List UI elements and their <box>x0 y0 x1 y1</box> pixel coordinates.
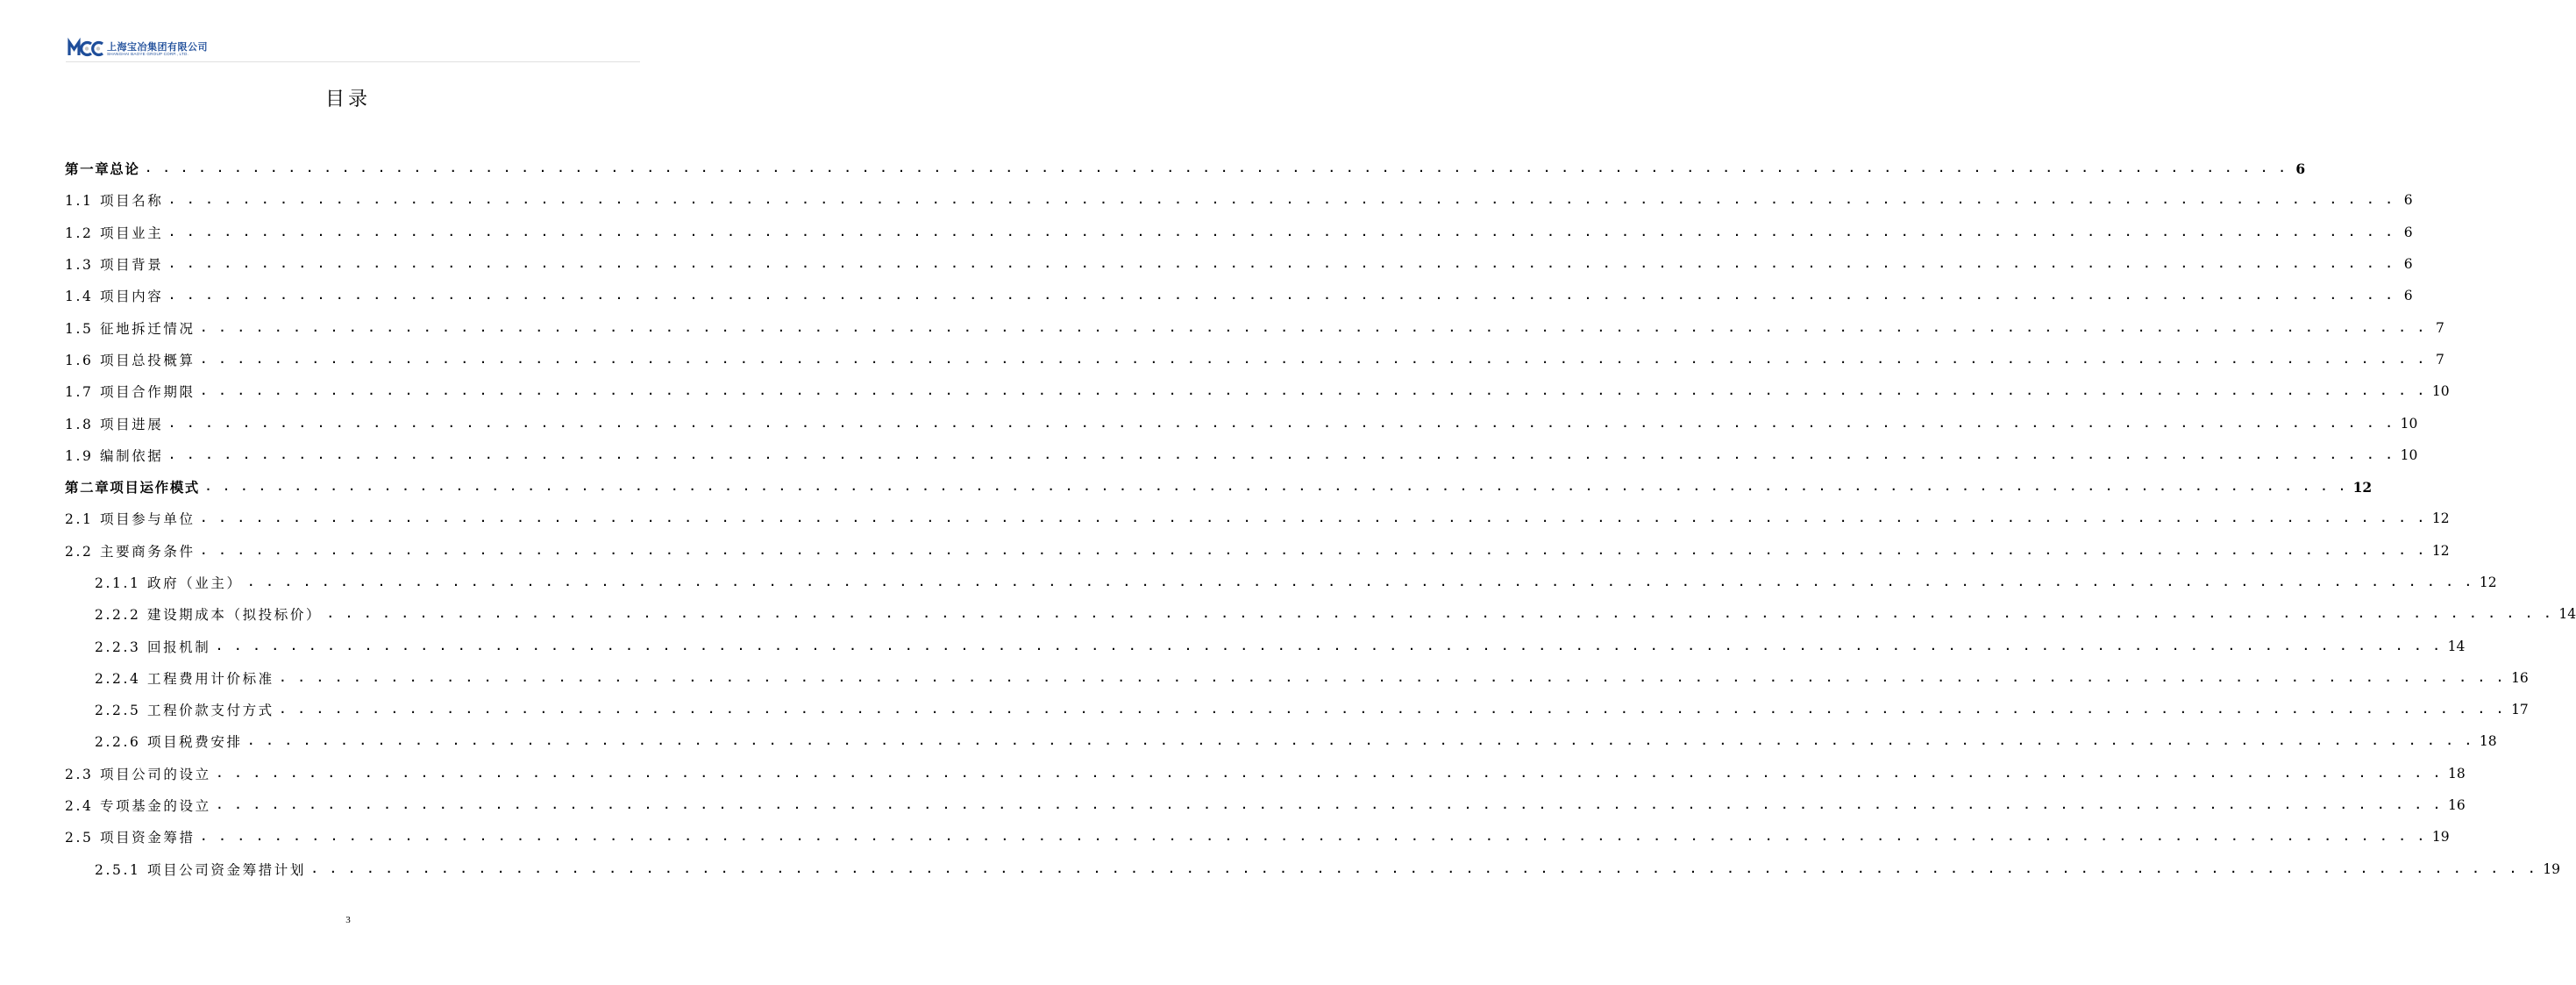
toc-entry-page: 18 <box>2479 733 2497 750</box>
toc-dot-leader: . . . . . . . . . . . . . . . . . . . . . . . . . . . . . . . . . . . . . . . . . . . . . . . . . . . . . . . . . . . . . . . . . . . . . . . . . . . . . . . . . . . . . . . . . . . . . . . . . . . . . . . . . . . . . . . . . . . . . . . . <box>200 321 2427 334</box>
toc-entry-label: 2.4 专项基金的设立 <box>65 798 211 815</box>
toc-entry-label: 1.3 项目背景 <box>65 257 164 274</box>
toc-entry[interactable] <box>65 567 2497 598</box>
toc-entry[interactable] <box>65 344 2444 375</box>
toc-entry-label: 1.5 征地拆迁情况 <box>65 320 196 337</box>
toc-dot-leader: . . . . . . . . . . . . . . . . . . . . . . . . . . . . . . . . . . . . . . . . . . . . . . . . . . . . . . . . . . . . . . . . . . . . . . . . . . . . . . . . . . . . . . . . . . . . . . . . . . . . . . . . . . . . . . . . . . . . . . . . <box>200 385 2427 398</box>
toc-dot-leader: . . . . . . . . . . . . . . . . . . . . . . . . . . . . . . . . . . . . . . . . . . . . . . . . . . . . . . . . . . . . . . . . . . . . . . . . . . . . . . . . . . . . . . . . . . . . . . . . . . . . . . . . . . . . . . . . . . . . . . . . <box>168 225 2395 239</box>
toc-entry-page: 17 <box>2511 702 2529 718</box>
toc-entry-label: 2.5 项目资金筹措 <box>65 830 196 846</box>
toc-dot-leader: . . . . . . . . . . . . . . . . . . . . . . . . . . . . . . . . . . . . . . . . . . . . . . . . . . . . . . . . . . . . . . . . . . . . . . . . . . . . . . . . . . . . . . . . . . . . . . . . . . . . . . . . . . . . . . . . . . . . . . . . <box>168 417 2395 430</box>
toc-entry-page: 6 <box>2403 192 2413 209</box>
toc-entry-label: 1.6 项目总投概算 <box>65 352 196 368</box>
page-header <box>66 35 640 63</box>
toc-entry-page: 7 <box>2435 319 2444 336</box>
toc-dot-leader: . . . . . . . . . . . . . . . . . . . . . . . . . . . . . . . . . . . . . . . . . . . . . . . . . . . . . . . . . . . . . . . . . . . . . . . . . . . . . . . . . . . . . . . . . . . . . . . . . . . . . . . . . . . . . . . . . . . . . . . . <box>168 289 2395 303</box>
toc-entry[interactable] <box>65 280 2413 311</box>
toc-entry[interactable] <box>65 375 2450 407</box>
toc-dot-leader: . . . . . . . . . . . . . . . . . . . . . . . . . . . . . . . . . . . . . . . . . . . . . . . . . . . . . . . . . . . . . . . . . . . . . . . . . . . . . . . . . . . . . . . . . . . . . . . . . . . . . . . . . . . . . . . . . . . . . . . . <box>216 767 2443 780</box>
toc-entry-label: 2.2.6 项目税费安排 <box>95 734 243 751</box>
toc-entry[interactable] <box>65 789 2466 821</box>
toc-entry-label: 2.1 项目参与单位 <box>65 511 196 528</box>
toc-entry-page: 10 <box>2400 446 2418 463</box>
toc-entry-label: 第一章总论 <box>65 161 140 178</box>
toc-dot-leader: . . . . . . . . . . . . . . . . . . . . . . . . . . . . . . . . . . . . . . . . . . . . . . . . . . . . . . . . . . . . . . . . . . . . . . . . . . . . . . . . . . . . . . . . . . . . . . . . . . . . . . . . . . . . . . . . . . . . . . . . <box>216 799 2443 812</box>
toc-entry-label: 第二章项目运作模式 <box>65 479 200 496</box>
toc-entry[interactable] <box>65 471 2373 503</box>
toc-entry[interactable] <box>65 439 2418 471</box>
toc-entry[interactable] <box>65 853 2560 885</box>
toc-dot-leader: . . . . . . . . . . . . . . . . . . . . . . . . . . . . . . . . . . . . . . . . . . . . . . . . . . . . . . . . . . . . . . . . . . . . . . . . . . . . . . . . . . . . . . . . . . . . . . . . . . . . . . . . . . . . . . . . . . . . . . . . <box>310 862 2538 875</box>
toc-dot-leader: . . . . . . . . . . . . . . . . . . . . . . . . . . . . . . . . . . . . . . . . . . . . . . . . . . . . . . . . . . . . . . . . . . . . . . . . . . . . . . . . . . . . . . . . . . . . . . . . . . . . . . . . . . . . . . . . . . . . . . . . <box>327 608 2554 621</box>
toc-entry-page: 6 <box>2295 160 2306 177</box>
toc-entry-page: 14 <box>2447 638 2466 654</box>
toc-dot-leader: . . . . . . . . . . . . . . . . . . . . . . . . . . . . . . . . . . . . . . . . . . . . . . . . . . . . . . . . . . . . . . . . . . . . . . . . . . . . . . . . . . . . . . . . . . . . . . . . . . . . . . . . . . . . . . . . . . . . . . . . <box>200 831 2427 844</box>
toc-dot-leader: . . . . . . . . . . . . . . . . . . . . . . . . . . . . . . . . . . . . . . . . . . . . . . . . . . . . . . . . . . . . . . . . . . . . . . . . . . . . . . . . . . . . . . . . . . . . . . . . . . . . . . . . . . . . . . . . . . . . . . . . <box>279 703 2507 717</box>
toc-dot-leader: . . . . . . . . . . . . . . . . . . . . . . . . . . . . . . . . . . . . . . . . . . . . . . . . . . . . . . . . . . . . . . . . . . . . . . . . . . . . . . . . . . . . . . . . . . . . . . . . . . . . . . . . . . . . . . . . . . . . . . . . <box>145 162 2288 175</box>
toc-entry[interactable] <box>65 694 2529 725</box>
toc-entry-page: 12 <box>2352 478 2373 496</box>
company-name-en: SHANGHAI BAOYE GROUP CORP., LTD. <box>107 52 189 56</box>
toc-entry-page: 16 <box>2511 669 2529 686</box>
toc-entry-page: 19 <box>2543 860 2560 877</box>
toc-entry-label: 1.2 项目业主 <box>65 225 164 241</box>
toc-entry-page: 10 <box>2400 415 2418 432</box>
toc-entry[interactable] <box>65 821 2450 853</box>
toc-entry[interactable] <box>65 503 2450 534</box>
toc-entry-page: 7 <box>2435 351 2444 368</box>
toc-entry-page: 12 <box>2479 575 2497 590</box>
toc-dot-leader: . . . . . . . . . . . . . . . . . . . . . . . . . . . . . . . . . . . . . . . . . . . . . . . . . . . . . . . . . . . . . . . . . . . . . . . . . . . . . . . . . . . . . . . . . . . . . . . . . . . . . . . . . . . . . . . . . . . . . . . . <box>279 671 2507 684</box>
toc-entry[interactable] <box>65 630 2466 661</box>
toc-entry-label: 1.1 项目名称 <box>65 193 164 210</box>
toc-dot-leader: . . . . . . . . . . . . . . . . . . . . . . . . . . . . . . . . . . . . . . . . . . . . . . . . . . . . . . . . . . . . . . . . . . . . . . . . . . . . . . . . . . . . . . . . . . . . . . . . . . . . . . . . . . . . . . . . . . . . . . . . <box>168 448 2395 461</box>
toc-entry[interactable] <box>65 248 2413 280</box>
toc-entry-page: 14 <box>2558 606 2576 623</box>
toc-entry-label: 2.2.4 工程费用计价标准 <box>95 670 274 687</box>
toc-entry-label: 2.2.3 回报机制 <box>95 639 211 655</box>
toc-entry-page: 19 <box>2431 829 2450 846</box>
toc-entry[interactable] <box>65 535 2450 567</box>
toc-dot-leader: . . . . . . . . . . . . . . . . . . . . . . . . . . . . . . . . . . . . . . . . . . . . . . . . . . . . . . . . . . . . . . . . . . . . . . . . . . . . . . . . . . . . . . . . . . . . . . . . . . . . . . . . . . . . . . . . . . . . . . . . <box>216 639 2443 653</box>
toc-entry[interactable] <box>65 311 2444 343</box>
toc-dot-leader: . . . . . . . . . . . . . . . . . . . . . . . . . . . . . . . . . . . . . . . . . . . . . . . . . . . . . . . . . . . . . . . . . . . . . . . . . . . . . . . . . . . . . . . . . . . . . . . . . . . . . . . . . . . . . . . . . . . . . . . . <box>204 481 2348 494</box>
header-divider <box>66 61 640 62</box>
toc-entry-page: 18 <box>2447 765 2466 782</box>
toc-entry-label: 2.3 项目公司的设立 <box>65 766 211 782</box>
toc-entry[interactable] <box>65 725 2497 757</box>
toc-entry-page: 10 <box>2431 383 2450 400</box>
toc-dot-leader: . . . . . . . . . . . . . . . . . . . . . . . . . . . . . . . . . . . . . . . . . . . . . . . . . . . . . . . . . . . . . . . . . . . . . . . . . . . . . . . . . . . . . . . . . . . . . . . . . . . . . . . . . . . . . . . . . . . . . . . . <box>247 735 2474 748</box>
company-name-cn: 上海宝冶集团有限公司 <box>107 41 208 53</box>
toc-entry-page: 12 <box>2431 542 2450 559</box>
toc-entry-label: 1.9 编制依据 <box>65 447 164 464</box>
toc-entry-label: 2.2.2 建设期成本（拟投标价） <box>95 607 323 624</box>
toc-dot-leader: . . . . . . . . . . . . . . . . . . . . . . . . . . . . . . . . . . . . . . . . . . . . . . . . . . . . . . . . . . . . . . . . . . . . . . . . . . . . . . . . . . . . . . . . . . . . . . . . . . . . . . . . . . . . . . . . . . . . . . . . <box>200 512 2427 525</box>
page-title: 目录 <box>324 89 371 111</box>
toc-entry-page: 6 <box>2403 224 2413 240</box>
toc-entry-page: 6 <box>2403 256 2413 273</box>
toc-dot-leader: . . . . . . . . . . . . . . . . . . . . . . . . . . . . . . . . . . . . . . . . . . . . . . . . . . . . . . . . . . . . . . . . . . . . . . . . . . . . . . . . . . . . . . . . . . . . . . . . . . . . . . . . . . . . . . . . . . . . . . . . <box>200 544 2427 557</box>
toc-entry[interactable] <box>65 217 2413 248</box>
toc-dot-leader: . . . . . . . . . . . . . . . . . . . . . . . . . . . . . . . . . . . . . . . . . . . . . . . . . . . . . . . . . . . . . . . . . . . . . . . . . . . . . . . . . . . . . . . . . . . . . . . . . . . . . . . . . . . . . . . . . . . . . . . . <box>200 353 2427 366</box>
toc-dot-leader: . . . . . . . . . . . . . . . . . . . . . . . . . . . . . . . . . . . . . . . . . . . . . . . . . . . . . . . . . . . . . . . . . . . . . . . . . . . . . . . . . . . . . . . . . . . . . . . . . . . . . . . . . . . . . . . . . . . . . . . . <box>247 576 2474 589</box>
toc-entry[interactable] <box>65 153 2306 184</box>
table-of-contents <box>65 153 2576 885</box>
toc-entry[interactable] <box>65 598 2576 630</box>
toc-entry[interactable] <box>65 184 2413 216</box>
toc-entry-label: 1.4 项目内容 <box>65 289 164 305</box>
toc-entry-label: 2.2 主要商务条件 <box>65 543 196 560</box>
toc-entry-label: 1.8 项目进展 <box>65 416 164 432</box>
toc-entry-label: 1.7 项目合作期限 <box>65 384 196 401</box>
toc-entry-label: 2.1.1 政府（业主） <box>95 575 243 591</box>
toc-entry-label: 2.5.1 项目公司资金筹措计划 <box>95 861 306 878</box>
toc-dot-leader: . . . . . . . . . . . . . . . . . . . . . . . . . . . . . . . . . . . . . . . . . . . . . . . . . . . . . . . . . . . . . . . . . . . . . . . . . . . . . . . . . . . . . . . . . . . . . . . . . . . . . . . . . . . . . . . . . . . . . . . . <box>168 258 2395 271</box>
toc-dot-leader: . . . . . . . . . . . . . . . . . . . . . . . . . . . . . . . . . . . . . . . . . . . . . . . . . . . . . . . . . . . . . . . . . . . . . . . . . . . . . . . . . . . . . . . . . . . . . . . . . . . . . . . . . . . . . . . . . . . . . . . . <box>168 194 2395 207</box>
toc-entry[interactable] <box>65 662 2529 694</box>
toc-entry-page: 6 <box>2403 288 2413 304</box>
toc-entry-label: 2.2.5 工程价款支付方式 <box>95 703 274 719</box>
page-number: 3 <box>345 915 351 925</box>
mcc-logo-icon <box>68 39 104 58</box>
toc-entry-page: 12 <box>2431 510 2450 527</box>
toc-entry[interactable] <box>65 758 2466 789</box>
toc-entry[interactable] <box>65 407 2418 439</box>
toc-entry-page: 16 <box>2447 797 2466 814</box>
